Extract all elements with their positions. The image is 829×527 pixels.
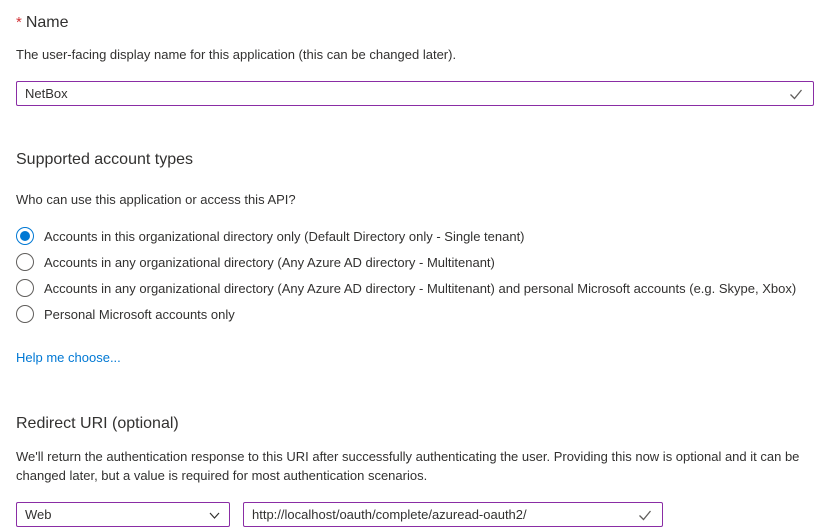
name-section-title [16, 12, 814, 33]
radio-icon [16, 227, 34, 245]
radio-option-label: Accounts in any organizational directory (Any Azure AD directory - Multitenant) and personal Microsoft accounts (e.g. Skype, Xbox) [44, 280, 797, 296]
account-type-option-multitenant[interactable] [16, 249, 814, 275]
account-types-section-title: Supported account types [16, 151, 194, 168]
account-type-option-personal-only[interactable] [16, 301, 814, 327]
name-title-text: Name [25, 14, 69, 31]
redirect-uri-description: We'll return the authentication response to this URI after successfully authenticating the user. Providing this now is optional and it can be changed later, but a value is required for most authentication scenarios. [16, 449, 800, 483]
name-description: The user-facing display name for this application (this can be changed later). [16, 47, 457, 62]
radio-option-label: Personal Microsoft accounts only [44, 306, 235, 322]
platform-select-value: Web [25, 507, 52, 522]
help-me-choose-link[interactable]: Help me choose... [16, 350, 121, 365]
radio-option-label: Accounts in this organizational directory only (Default Directory only - Single tenant) [44, 228, 525, 244]
name-input[interactable] [16, 81, 814, 106]
account-type-option-single-tenant[interactable] [16, 223, 814, 249]
account-type-option-multitenant-personal[interactable] [16, 275, 814, 301]
radio-icon [16, 253, 34, 271]
account-types-question: Who can use this application or access this API? [16, 192, 296, 207]
required-asterisk: * [16, 14, 22, 31]
redirect-uri-section-title: Redirect URI (optional) [16, 415, 179, 432]
platform-select[interactable] [16, 502, 230, 527]
redirect-uri-input[interactable] [243, 502, 663, 527]
radio-icon [16, 279, 34, 297]
account-types-radio-group [16, 223, 814, 327]
radio-icon [16, 305, 34, 323]
radio-option-label: Accounts in any organizational directory (Any Azure AD directory - Multitenant) [44, 254, 495, 270]
